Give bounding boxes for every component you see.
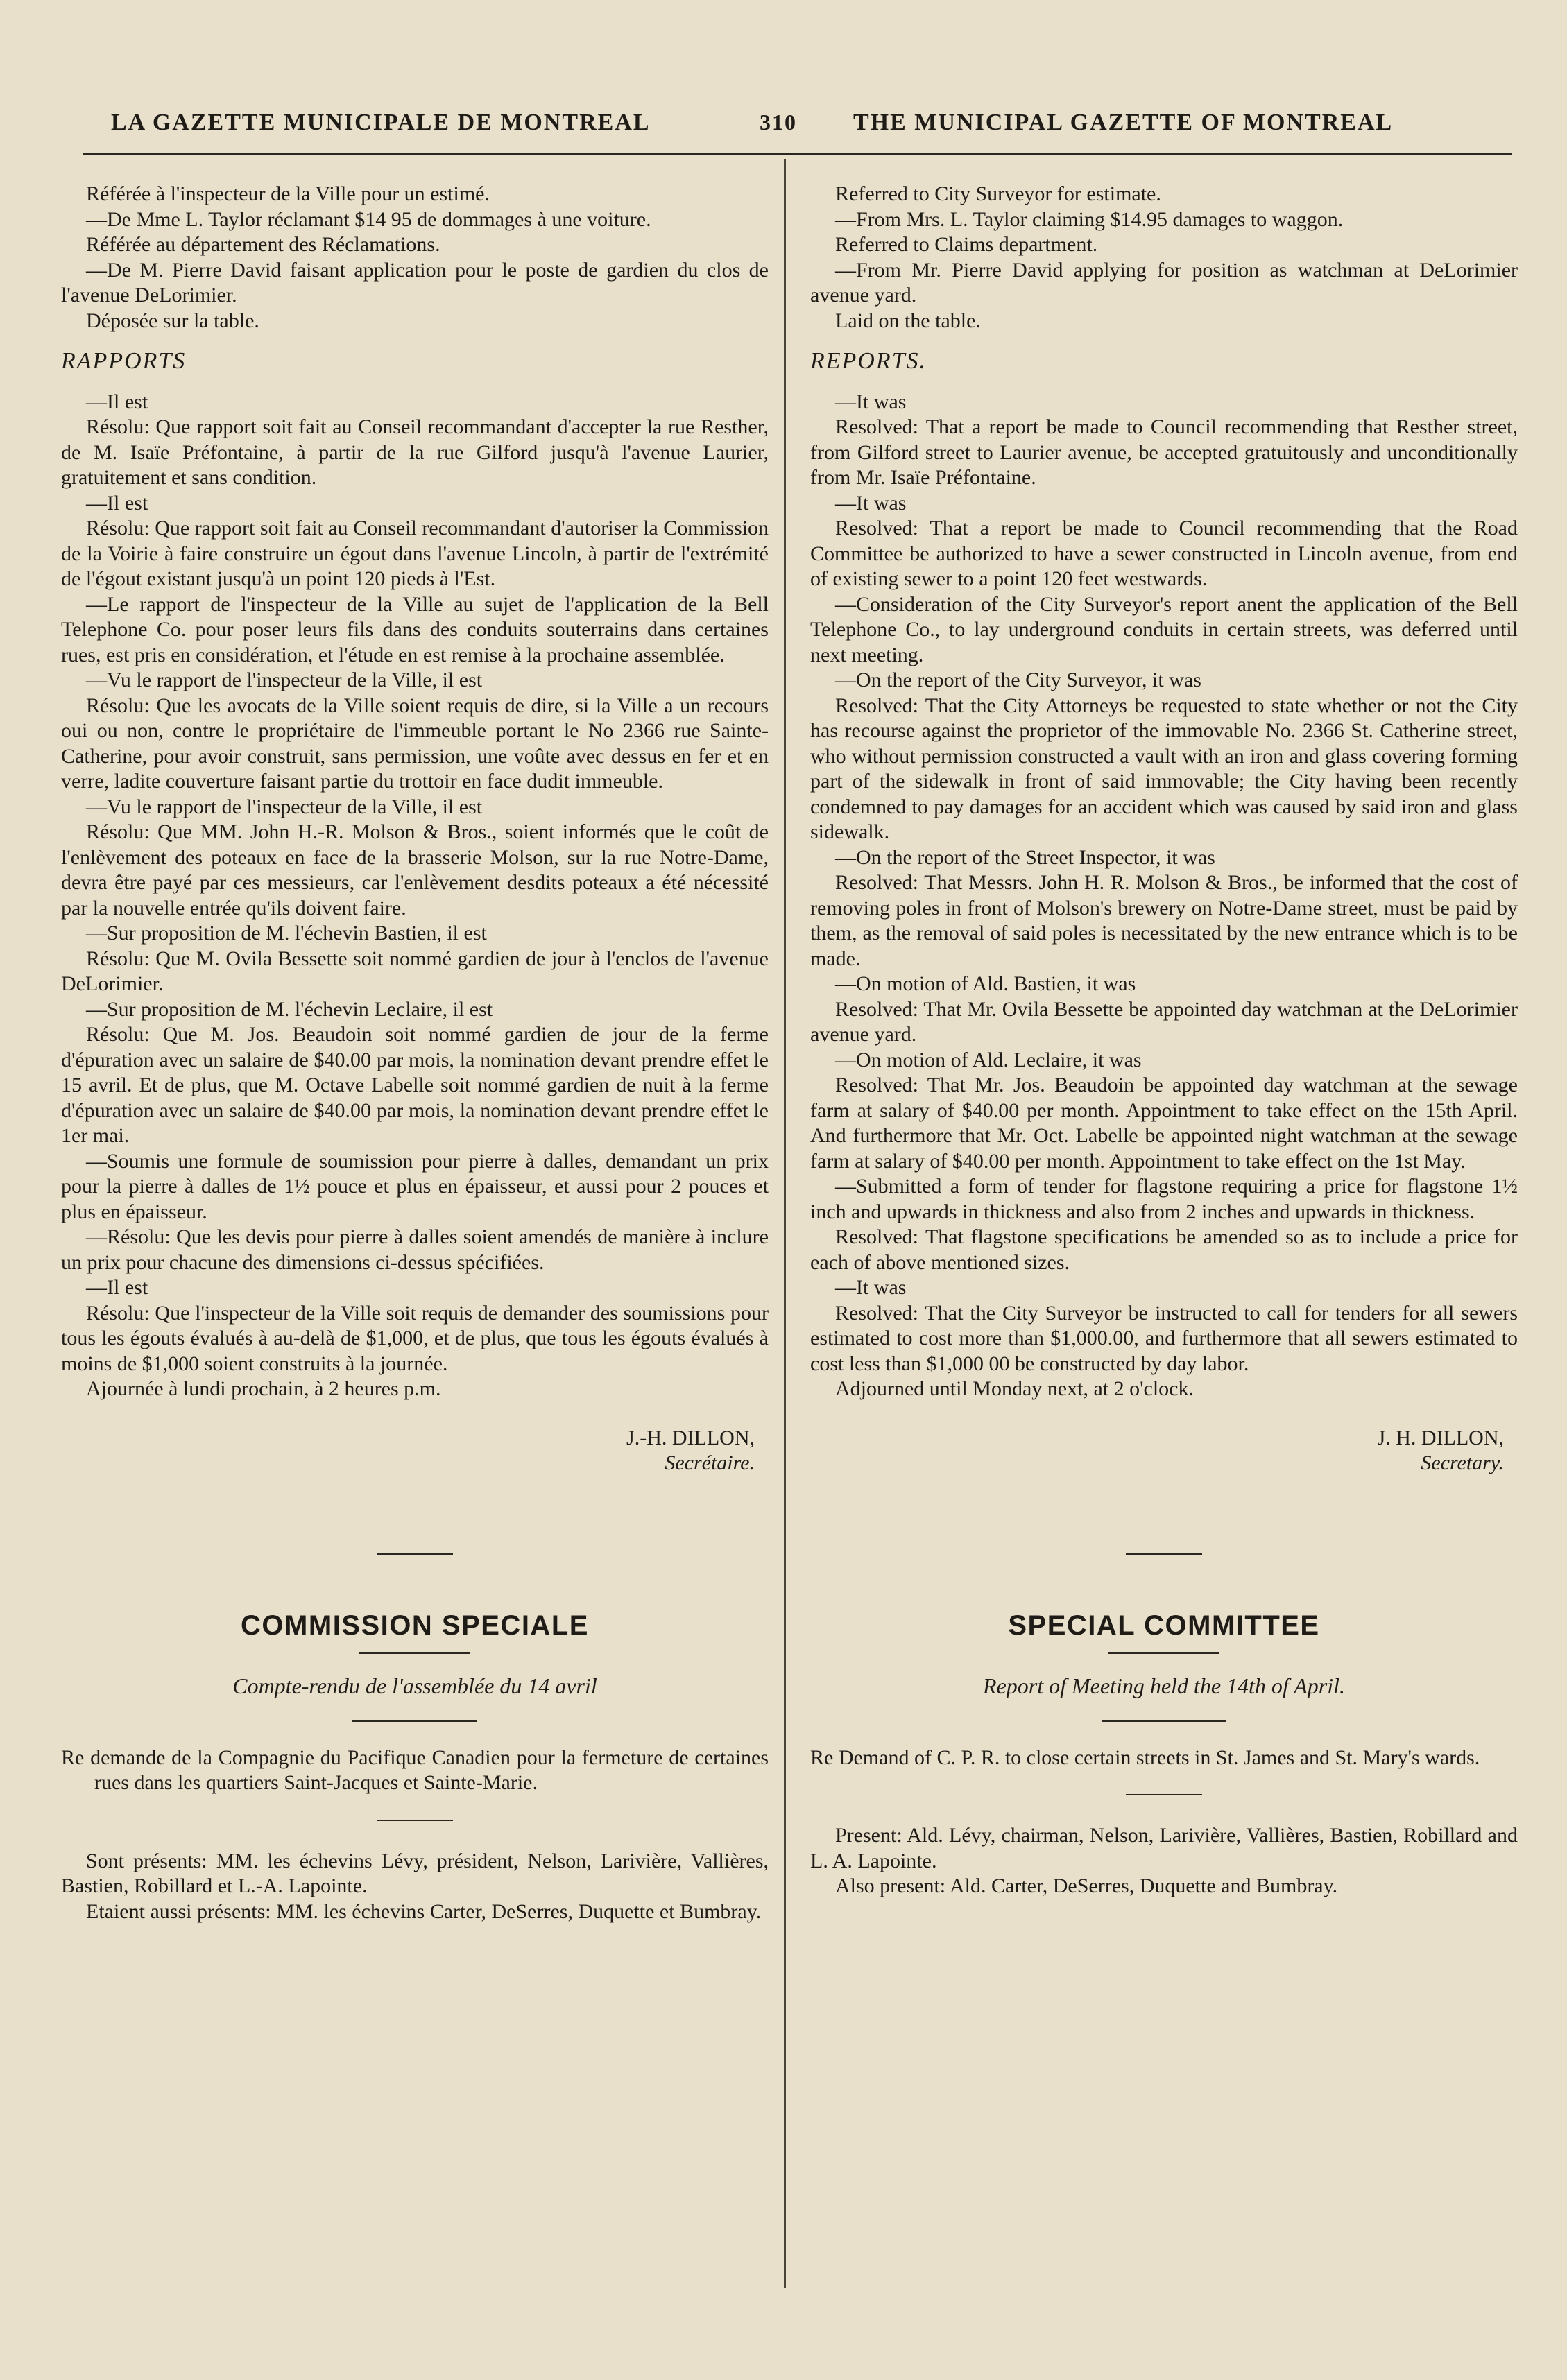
en-also-present: Also present: Ald. Carter, DeSerres, Duquette and Bumbray. bbox=[835, 1874, 1338, 1897]
en-paragraph: Resolved: That flagstone specifications be amended so as to include a price for each of above mentioned sizes. bbox=[810, 1225, 1518, 1274]
en-paragraph: —It was bbox=[835, 1276, 907, 1299]
en-paragraph: —On motion of Ald. Leclaire, it was bbox=[835, 1048, 1142, 1071]
page-number: 310 bbox=[760, 110, 797, 135]
en-paragraph: —It was bbox=[835, 491, 907, 515]
fr-section-title: COMMISSION SPECIALE bbox=[241, 1610, 589, 1641]
en-paragraph: —Consideration of the City Surveyor's report anent the application of the Bell Telephone Co., to lay underground conduits in certain streets, was deferred until next meeting. bbox=[810, 592, 1518, 666]
fr-signature-name: J.-H. DILLON, bbox=[626, 1426, 755, 1449]
page-header bbox=[83, 104, 1512, 155]
en-signature-title: Secretary. bbox=[1421, 1451, 1504, 1474]
fr-signature-title: Secrétaire. bbox=[665, 1451, 755, 1474]
en-title-rule bbox=[1108, 1652, 1219, 1654]
en-section-title: SPECIAL COMMITTEE bbox=[1008, 1610, 1320, 1641]
fr-intro-line: —De M. Pierre David faisant application pour le poste de gardien du clos de l'avenue DeLorimier. bbox=[61, 258, 769, 307]
fr-intro-line: Référée à l'inspecteur de la Ville pour un estimé. bbox=[86, 182, 490, 205]
en-intro-line: Laid on the table. bbox=[835, 309, 981, 332]
en-intro-line: —From Mr. Pierre David applying for position as watchman at DeLorimier avenue yard. bbox=[810, 258, 1518, 307]
en-paragraph: Resolved: That the City Surveyor be instructed to call for tenders for all sewers estimated to cost more than $1,000.00, and furthermore that all sewers estimated to cost less than $1,000 00 be constructed by day labor. bbox=[810, 1301, 1518, 1375]
fr-paragraph: —Il est bbox=[86, 1276, 148, 1299]
fr-paragraph: —Il est bbox=[86, 491, 148, 515]
en-signature-name: J. H. DILLON, bbox=[1377, 1426, 1504, 1449]
en-paragraph: Resolved: That Mr. Jos. Beaudoin be appointed day watchman at the sewage farm at salary of $40.00 per month. Appointment to take effect on the 15th April. And furthermore that Mr. Oct. Labelle be appointed night watchman at the sewage farm at salary of $40.00 per month. Appointment to take effect on the 1st May. bbox=[810, 1073, 1518, 1173]
en-present: Present: Ald. Lévy, chairman, Nelson, Larivière, Vallières, Bastien, Robillard and L. A. Lapointe. bbox=[810, 1824, 1518, 1872]
en-intro-line: Referred to Claims department. bbox=[835, 233, 1098, 256]
fr-paragraph: Résolu: Que MM. John H.-R. Molson & Bros., soient informés que le coût de l'enlèvement des poteaux en face de la brasserie Molson, sur la rue Notre-Dame, devra être payé par ces messieurs, car l'enlèvement desdits poteaux a été nécessité par la nouvelle entrée qu'ils doivent faire. bbox=[61, 820, 769, 920]
en-paragraph: Resolved: That a report be made to Council recommending that the Road Committee be authorized to have a sewer constructed in Lincoln avenue, from end of existing sewer to a point 120 feet westwards. bbox=[810, 517, 1518, 590]
fr-paragraph: Résolu: Que rapport soit fait au Conseil recommandant d'accepter la rue Resther, de M. Isaïe Préfontaine, à partir de la rue Gilford jusqu'à l'avenue Laurier, gratuitement et sans condition. bbox=[61, 415, 769, 489]
fr-re-paragraph: Re demande de la Compagnie du Pacifique Canadien pour la fermeture de certaines rues dans les quartiers Saint-Jacques et Sainte-Marie. bbox=[61, 1745, 769, 1794]
fr-paragraph: Résolu: Que M. Jos. Beaudoin soit nommé gardien de jour de la ferme d'épuration avec un salaire de $40.00 par mois, la nomination devant prendre effet le 15 avril. Et de plus, que M. Octave Labelle soit nommé gardien de nuit à la ferme d'épuration avec un salaire de $40.00 par mois, la nomination devant prendre effet le 1er mai. bbox=[61, 1023, 769, 1147]
en-re-paragraph: Re Demand of C. P. R. to close certain streets in St. James and St. Mary's wards. bbox=[810, 1745, 1480, 1769]
en-paragraph: Adjourned until Monday next, at 2 o'clock. bbox=[835, 1377, 1194, 1400]
en-paragraph: Resolved: That Messrs. John H. R. Molson & Bros., be informed that the cost of removing poles in front of Molson's brewery on Notre-Dame street, must be paid by them, as the removal of said poles is necessitated by the new entrance which is to be made. bbox=[810, 871, 1518, 970]
header-english-title: THE MUNICIPAL GAZETTE OF MONTREAL bbox=[853, 110, 1394, 135]
fr-paragraph: —Sur proposition de M. l'échevin Leclaire, il est bbox=[86, 997, 493, 1021]
fr-present: Sont présents: MM. les échevins Lévy, président, Nelson, Larivière, Vallières, Bastien, Robillard et L.-A. Lapointe. bbox=[61, 1849, 769, 1897]
fr-paragraph: —Le rapport de l'inspecteur de la Ville au sujet de l'application de la Bell Telephone Co. pour poser leurs fils dans des conduits souterrains dans certaines rues, est pris en considération, et l'étude en est remise à la prochaine assemblée. bbox=[61, 592, 769, 666]
en-paragraph: —On the report of the Street Inspector, it was bbox=[835, 845, 1215, 869]
en-section-rule bbox=[1126, 1553, 1202, 1555]
column-divider bbox=[784, 159, 786, 2288]
fr-paragraph: —Sur proposition de M. l'échevin Bastien, il est bbox=[86, 922, 487, 945]
fr-intro-line: Déposée sur la table. bbox=[86, 309, 259, 332]
en-re-rule bbox=[1126, 1794, 1202, 1795]
english-column bbox=[810, 182, 1518, 1899]
fr-paragraph: —Il est bbox=[86, 390, 148, 413]
fr-paragraph: —Résolu: Que les devis pour pierre à dalles soient amendés de manière à inclure un prix pour chacune des dimensions ci-dessus spécifiées. bbox=[61, 1225, 769, 1274]
en-paragraph: —It was bbox=[835, 390, 907, 413]
fr-paragraph: Résolu: Que rapport soit fait au Conseil recommandant d'autoriser la Commission de la Voirie à faire construire un égout dans l'avenue Lincoln, à partir de l'extrémité de l'égout existant jusqu'à un point 120 pieds à l'Est. bbox=[61, 517, 769, 590]
fr-paragraph: —Vu le rapport de l'inspecteur de la Ville, il est bbox=[86, 795, 483, 818]
fr-also-present: Etaient aussi présents: MM. les échevins Carter, DeSerres, Duquette et Bumbray. bbox=[86, 1899, 762, 1923]
fr-section-rule bbox=[377, 1553, 453, 1555]
fr-re-rule bbox=[377, 1820, 453, 1821]
en-paragraph: Resolved: That a report be made to Council recommending that Resther street, from Gilford street to Laurier avenue, be accepted gratuitously and unconditionally from Mr. Isaïe Préfontaine. bbox=[810, 415, 1518, 489]
en-subtitle-rule bbox=[1102, 1720, 1226, 1722]
en-paragraph: —Submitted a form of tender for flagstone requiring a price for flagstone 1½ inch and upwards in thickness and also from 2 inches and upwards in thickness. bbox=[810, 1175, 1518, 1223]
en-paragraph: —On motion of Ald. Bastien, it was bbox=[835, 972, 1136, 995]
fr-paragraph: Ajournée à lundi prochain, à 2 heures p.m. bbox=[86, 1377, 441, 1400]
fr-reports-heading: RAPPORTS bbox=[61, 348, 187, 374]
en-paragraph: —On the report of the City Surveyor, it was bbox=[835, 669, 1201, 691]
fr-section-subtitle: Compte-rendu de l'assemblée du 14 avril bbox=[232, 1673, 597, 1698]
fr-title-rule bbox=[359, 1652, 470, 1654]
fr-intro-line: Référée au département des Réclamations. bbox=[86, 233, 440, 256]
fr-subtitle-rule bbox=[352, 1720, 477, 1722]
fr-paragraph: —Vu le rapport de l'inspecteur de la Ville, il est bbox=[86, 669, 483, 691]
french-column bbox=[61, 182, 769, 1924]
header-french-title: LA GAZETTE MUNICIPALE DE MONTREAL bbox=[111, 110, 651, 135]
en-intro-line: Referred to City Surveyor for estimate. bbox=[835, 182, 1161, 205]
en-paragraph: Resolved: That the City Attorneys be requested to state whether or not the City has recourse against the proprietor of the immovable No. 2366 St. Catherine street, who without permission constructed a vault with an iron and glass covering forming part of the sidewalk in front of said immovable; the City having been recently condemned to pay damages for an accident which was caused by said iron and glass sidewalk. bbox=[810, 693, 1518, 843]
en-section-subtitle: Report of Meeting held the 14th of April. bbox=[983, 1673, 1345, 1698]
fr-paragraph: Résolu: Que M. Ovila Bessette soit nommé gardien de jour à l'enclos de l'avenue DeLorimier. bbox=[61, 947, 769, 995]
fr-paragraph: Résolu: Que l'inspecteur de la Ville soit requis de demander des soumissions pour tous les égouts évalués à au-delà de $1,000, et de plus, que tous les égouts évalués à moins de $1,000 soient construits à la journée. bbox=[61, 1301, 769, 1375]
fr-paragraph: Résolu: Que les avocats de la Ville soient requis de dire, si la Ville a un recours oui ou non, contre le propriétaire de l'immeuble portant le No 2366 rue Sainte-Catherine, pour avoir construit, sans permission, une voûte avec dessus en fer et en verre, ladite couverture faisant partie du trottoir en face dudit immeuble. bbox=[61, 693, 769, 793]
fr-paragraph: —Soumis une formule de soumission pour pierre à dalles, demandant un prix pour la pierre à dalles de 1½ pouce et plus en épaisseur, et aussi pour 2 pouces et plus en épaisseur. bbox=[61, 1149, 769, 1223]
fr-intro-line: —De Mme L. Taylor réclamant $14 95 de dommages à une voiture. bbox=[86, 207, 651, 231]
en-reports-heading: REPORTS. bbox=[810, 348, 927, 374]
en-paragraph: Resolved: That Mr. Ovila Bessette be appointed day watchman at the DeLorimier avenue yard. bbox=[810, 997, 1518, 1046]
en-intro-line: —From Mrs. L. Taylor claiming $14.95 damages to waggon. bbox=[835, 207, 1344, 231]
